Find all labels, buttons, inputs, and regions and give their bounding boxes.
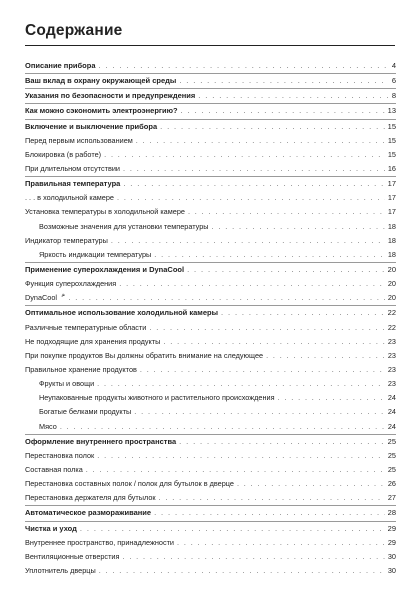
dot-leader: [266, 349, 385, 363]
dot-leader: [86, 463, 385, 477]
toc-entry-label: Не подходящие для хранения продукты: [25, 336, 161, 346]
toc-entry: [25, 305, 396, 320]
toc-entry-label: Применение суперохлаждения и DynaCool: [25, 264, 185, 274]
table-of-contents: [25, 59, 396, 578]
toc-entry-label: Ваш вклад в охрану окружающей среды: [25, 76, 177, 86]
dot-leader: [136, 134, 385, 148]
dot-leader: [187, 263, 385, 277]
toc-entry: [25, 73, 396, 88]
toc-entry: [25, 564, 396, 578]
toc-entry: [25, 277, 396, 291]
toc-entry: [25, 550, 396, 564]
page-title: Содержание: [25, 22, 123, 39]
toc-entry-label: При длительном отсутствии: [25, 163, 120, 173]
toc-entry-page-number: 26: [387, 479, 396, 489]
dot-leader: [177, 536, 385, 550]
toc-entry-label: Оптимальное использование холодильной камеры: [25, 308, 219, 318]
toc-entry-page-number: 25: [387, 436, 396, 446]
dot-leader: [154, 506, 385, 520]
toc-entry-page-number: 22: [387, 308, 396, 318]
dot-leader: [237, 477, 385, 491]
dot-leader: [134, 405, 385, 419]
toc-entry-page-number: 18: [387, 235, 396, 245]
toc-entry: [25, 449, 396, 463]
dot-leader: [60, 420, 385, 434]
dot-leader: [119, 277, 385, 291]
toc-entry-page-number: 20: [387, 293, 396, 303]
toc-entry-page-number: 22: [387, 322, 396, 332]
toc-entry: [25, 103, 396, 118]
toc-entry-label: Фрукты и овощи: [39, 379, 95, 389]
toc-entry-page-number: 20: [387, 279, 396, 289]
toc-entry-page-number: 23: [387, 379, 396, 389]
toc-entry: [25, 463, 396, 477]
toc-entry-label: Указания по безопасности и предупреждения: [25, 91, 196, 101]
dot-leader: [179, 435, 385, 449]
toc-entry: [25, 176, 396, 191]
toc-entry: [25, 248, 396, 262]
dot-leader: [212, 220, 385, 234]
dot-leader: [198, 89, 389, 103]
dot-leader: [97, 449, 385, 463]
toc-entry-page-number: 24: [387, 421, 396, 431]
toc-entry-label: Вентиляционные отверстия: [25, 551, 120, 561]
toc-entry: [25, 119, 396, 134]
title-divider: [25, 45, 395, 46]
toc-entry-label: Яркость индикации температуры: [39, 249, 152, 259]
toc-entry-label: Уплотнитель дверцы: [25, 565, 96, 575]
toc-entry-page-number: 24: [387, 407, 396, 417]
toc-entry-page-number: 29: [387, 523, 396, 533]
toc-entry: [25, 205, 396, 219]
toc-entry: [25, 391, 396, 405]
toc-entry-label: Перед первым использованием: [25, 135, 133, 145]
dot-leader: [221, 306, 385, 320]
toc-entry-label: Автоматическое размораживание: [25, 508, 152, 518]
toc-entry-label: Правильная температура: [25, 179, 121, 189]
toc-entry: [25, 59, 396, 73]
dot-leader: [99, 59, 389, 73]
toc-entry-label: Мясо: [39, 421, 57, 431]
dot-leader: [149, 321, 385, 335]
toc-entry-label: Различные температурные области: [25, 322, 147, 332]
toc-entry-page-number: 20: [387, 264, 396, 274]
toc-entry-label: Описание прибора: [25, 61, 96, 70]
toc-entry-label: Блокировка (в работе): [25, 149, 102, 159]
toc-entry: [25, 134, 396, 148]
toc-entry-page-number: 18: [387, 221, 396, 231]
toc-entry: [25, 491, 396, 505]
toc-entry-page-number: 13: [387, 106, 396, 116]
dot-leader: [188, 205, 385, 219]
dot-leader: [104, 148, 385, 162]
toc-entry: [25, 363, 396, 377]
toc-entry-label: Правильное хранение продуктов: [25, 364, 137, 374]
toc-entry-page-number: 27: [387, 493, 396, 503]
toc-entry-page-number: 24: [387, 393, 396, 403]
toc-entry-label: Перестановка составных полок / полок для бутылок в дверце: [25, 479, 234, 489]
toc-entry-label: Составная полка: [25, 464, 83, 474]
toc-entry-page-number: 25: [387, 464, 396, 474]
toc-entry-page-number: 17: [387, 179, 396, 189]
toc-entry-label: . . . в холодильной камере: [25, 193, 114, 203]
dot-leader: [97, 377, 385, 391]
toc-entry-page-number: 15: [387, 135, 396, 145]
dot-leader: [154, 248, 385, 262]
toc-entry-page-number: 25: [387, 450, 396, 460]
toc-entry-label: Установка температуры в холодильной камере: [25, 207, 185, 217]
dot-leader: [160, 120, 385, 134]
dot-leader: [159, 491, 385, 505]
toc-entry: [25, 148, 396, 162]
toc-entry-label: Внутреннее пространство, принадлежности: [25, 537, 175, 547]
toc-entry: [25, 405, 396, 419]
toc-entry-label: Оформление внутреннего пространства: [25, 436, 177, 446]
toc-entry-label: DynaCool: [25, 293, 58, 303]
dot-leader: [123, 162, 385, 176]
toc-entry-label: При покупке продуктов Вы должны обратить внимание на следующее: [25, 350, 264, 360]
toc-entry-page-number: 17: [387, 193, 396, 203]
toc-entry-label: Как можно сэкономить электроэнергию?: [25, 106, 178, 116]
toc-entry-page-number: 23: [387, 364, 396, 374]
dot-leader: [99, 564, 385, 578]
toc-entry-page-number: 30: [387, 565, 396, 575]
toc-entry: [25, 349, 396, 363]
toc-entry-page-number: 23: [387, 336, 396, 346]
toc-entry: [25, 505, 396, 520]
dot-leader: [123, 177, 384, 191]
toc-entry-page-number: 17: [387, 207, 396, 217]
toc-entry: [25, 335, 396, 349]
fan-icon: [61, 291, 65, 300]
toc-entry-page-number: 15: [387, 149, 396, 159]
dot-leader: [122, 550, 384, 564]
dot-leader: [163, 335, 384, 349]
toc-entry-page-number: 8: [391, 91, 396, 101]
toc-entry: [25, 521, 396, 536]
toc-entry-page-number: 28: [387, 508, 396, 518]
dot-leader: [140, 363, 385, 377]
toc-entry-label: Перестановка полок: [25, 450, 95, 460]
toc-entry: [25, 262, 396, 277]
toc-entry-label: Чистка и уход: [25, 523, 77, 533]
toc-entry-label: Функция суперохлаждения: [25, 279, 117, 289]
toc-entry: [25, 536, 396, 550]
toc-entry-page-number: 30: [387, 551, 396, 561]
toc-entry: [25, 434, 396, 449]
toc-entry-page-number: 4: [391, 61, 396, 70]
toc-entry-page-number: 6: [391, 76, 396, 86]
toc-entry: [25, 377, 396, 391]
toc-entry: [25, 291, 396, 305]
dot-leader: [68, 291, 385, 305]
dot-leader: [111, 234, 385, 248]
toc-entry-page-number: 16: [387, 163, 396, 173]
toc-entry-label: Возможные значения для установки температуры: [39, 221, 209, 231]
toc-entry: [25, 191, 396, 205]
toc-entry: [25, 220, 396, 234]
toc-entry-page-number: 29: [387, 537, 396, 547]
toc-entry-page-number: 15: [387, 121, 396, 131]
toc-entry-page-number: 18: [387, 249, 396, 259]
toc-entry: [25, 420, 396, 434]
dot-leader: [181, 104, 385, 118]
dot-leader: [80, 522, 385, 536]
toc-entry-label: Неупакованные продукты животного и растительного происхождения: [39, 393, 275, 403]
toc-entry: [25, 162, 396, 176]
toc-entry-label: Перестановка держателя для бутылок: [25, 493, 156, 503]
toc-entry-page-number: 23: [387, 350, 396, 360]
toc-entry: [25, 234, 396, 248]
toc-entry: [25, 321, 396, 335]
toc-entry-label: Индикатор температуры: [25, 235, 108, 245]
toc-entry: [25, 88, 396, 103]
toc-entry: [25, 477, 396, 491]
toc-entry-label: Богатые белками продукты: [39, 407, 132, 417]
dot-leader: [179, 74, 389, 88]
toc-entry-label: Включение и выключение прибора: [25, 121, 158, 131]
dot-leader: [117, 191, 385, 205]
dot-leader: [278, 391, 385, 405]
